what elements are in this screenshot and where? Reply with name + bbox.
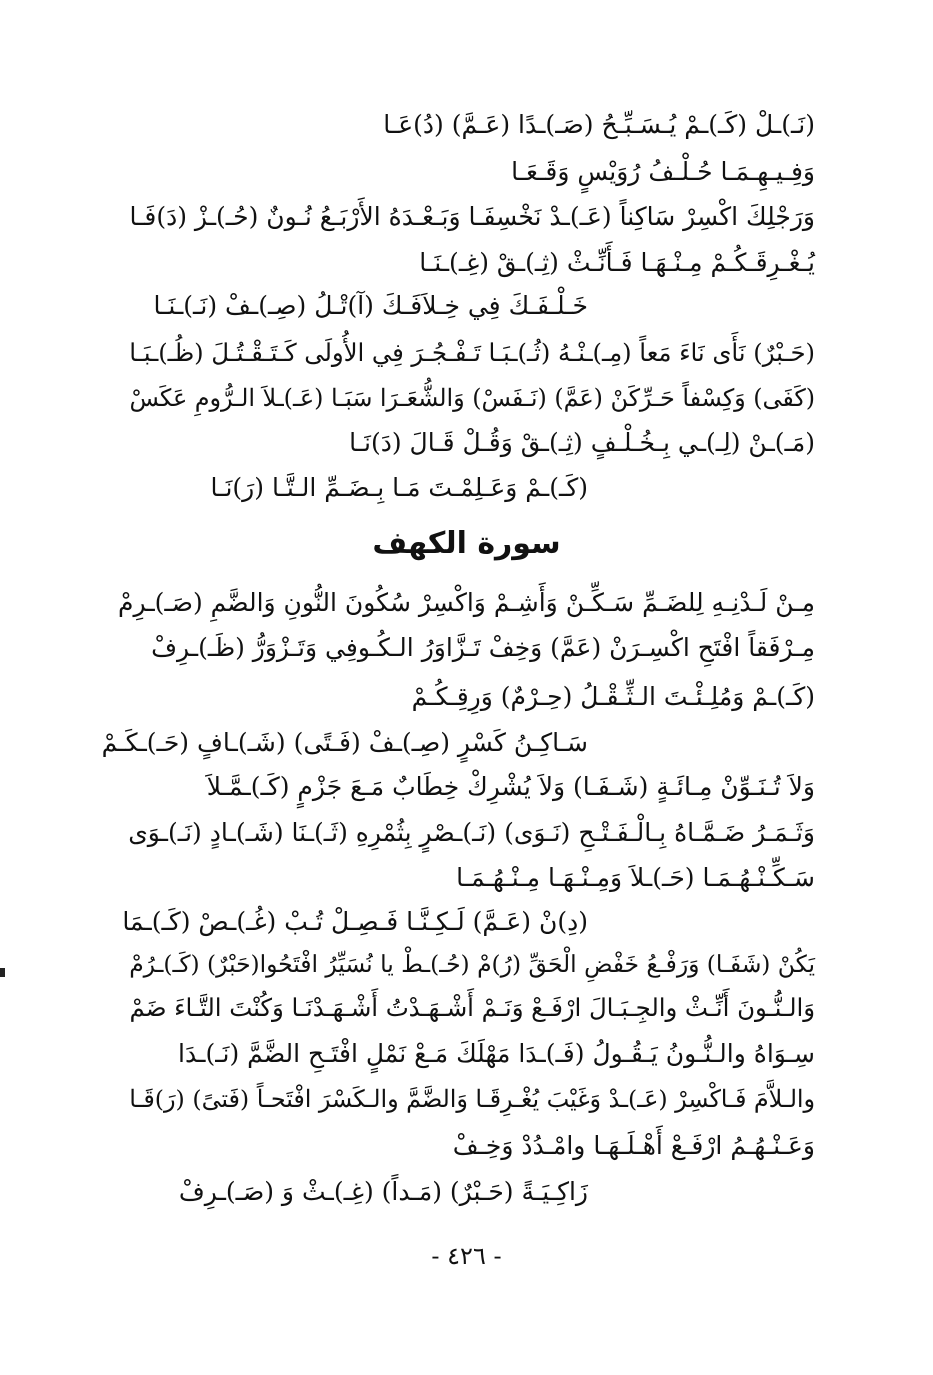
verse-text: سَـاكِـنُ كَسْرٍ (صِـ)ـفْ (فَـتًى) (شَـ)ـافٍ (حَـ)ـكَـمْ	[101, 728, 588, 757]
verse-text: (كَـ)ـمْ وَعَـلِمْـتَ مَـا بِـضَـمِّ الـتَّـا (رَ)نَـا	[210, 473, 588, 502]
verse-text: (نَـ)ـلْ (كَـ)ـمْ يُـسَـبِّـحُ (صَـ)ـدًا (عَـمَّ) (دُ)عَـا	[383, 110, 815, 139]
verse-line	[456, 858, 815, 898]
verse-line	[115, 378, 815, 418]
verse-text: زَاكِـيَـةً (حَـبْرٌ) (مَـداً) (غِـ)ـثْ وَ (صَـ)ـرِفْ	[178, 1177, 588, 1206]
verse-line	[115, 333, 815, 373]
verse-line	[419, 243, 815, 283]
verse-line	[153, 286, 588, 326]
verse-line	[115, 1079, 815, 1119]
verse-text: (كَفَى) وَكِسْفاً حَـرِّكَنْ (عَمَّ) (نَـفَسْ) وَالشُّعَـرَا سَبَـا (عَـ)ـلاَ الـرُّومِ عَكَسْ	[129, 384, 815, 412]
verse-text: وَالـنُّـونَ أَنِّـثْ والجِـبَـالَ ارْفَـعْ وَنَـمْ أَشْـهَـدْتُ أَشْـهَـدْنَـا وَكُنْتَ التَّـاءَ ضَمْ	[129, 993, 815, 1022]
verse-text: وَعَـنْـهُـمُ ارْفَـعْ أَهْـلَـهَـا وامْـدُدْ وَخِـفْ	[452, 1131, 815, 1160]
verse-line	[211, 468, 588, 508]
verse-text: وَرَجْلِكَ اكْسِرْ سَاكِناً (عَـ)ـدْ نَخْسِفَـا وَبَـعْـدَهُ الأَرْبَـعُ نُـونٌ (حُـ)ـزْ (دَ)فَـا	[129, 202, 815, 231]
verse-line	[453, 1126, 815, 1166]
verse-line	[115, 152, 815, 192]
verse-text: يَكُنْ (شَفَـا) وَرَفْـعُ خَفْضِ الْحَقِّ (رُ)مْ (حُـ)ـطْ يا نُسَيِّرُ افْتَحُوا(حَبْرٌ) (كَـ)ـرُمْ	[129, 950, 815, 978]
verse-text: سِـوَاهُ والـنُّـونُ يَـقُـولُ (فَـ)ـدَا مَهْلَكَ مَـعْ نَمْلٍ افْتَـحِ الضَّمَّ (نَـ)ـدَا	[178, 1039, 815, 1068]
verse-line	[115, 197, 815, 237]
verse-line	[115, 767, 815, 807]
verse-line	[349, 423, 815, 463]
verse-line	[179, 1172, 588, 1212]
verse-line	[115, 583, 815, 623]
verse-line	[115, 105, 815, 145]
scan-mark	[0, 968, 5, 977]
verse-line	[115, 1034, 815, 1074]
surah-title: سورة الكهف	[372, 526, 561, 561]
verse-line	[412, 677, 815, 717]
verse-text: مِـنْ لَـدْنِـهِ لِلضَـمِّ سَـكِّـنْ وَأَشِـمْ وَاكْسِرْ سُكُونَ النُّونِ وَالضَّمِ (صَـ)ـرِمْ	[118, 588, 815, 617]
verse-text: (كَـ)ـمْ وَمُلِـئْـتَ الـثِّـقْـلُ (حِـرْمٌ) وَرِقِـكُـمْ	[411, 682, 815, 711]
verse-text: يُـغْـرِقَـكُـمْ مِـنْـهَـا فَـأَنِّـثْ (ثِـ)ـقْ (غِـ)ـنَـا	[419, 248, 815, 277]
verse-text: مِـرْفَقاً افْتَحِ اكْسِـرَنْ (عَمَّ) وَخِفْ تَـزَّاوَرُ الـكُـوفِي وَتَـزْوَرُّ (ظَـ)ـرِفْ	[151, 633, 815, 662]
verse-line	[115, 628, 815, 668]
verse-text: والـلاَّمَ فَـاكْسِرْ (عَـ)ـدْ وَغَيْبَ يُغْـرِقَـا وَالضَّمَّ والـكَسْرَ افْتَحـاً (فَتىً) (رَ)قَـا	[129, 1085, 815, 1113]
verse-text: (حَـبْرٌ) نَأَى نَاءَ مَعاً (مِـ)ـنْـهُ (ثُـ)ـبَـا تَـفْـجُـرَ فِي الأُولَى كَـتَـقْـتُـلَ (ظُـ)ـبَـا	[129, 338, 815, 367]
verse-text: (مَـ)ـنْ (لِـ)ـي بِـخُـلْـفٍ (ثِـ)ـقْ وَقُـلْ قَـالَ (دَ)نَـا	[349, 428, 815, 457]
verse-line	[102, 723, 588, 763]
verse-text: خَـلْـفَـكَ فِي خِـلاَفَـكَ (آ)تْـلُ (صِـ)ـفْ (نَـ)ـنَـا	[153, 291, 588, 320]
verse-text: (دِ)نْ (عَـمَّ) لَـكِـنَّـا فَـصِـلْ تُـبْ (غُـ)ـصْ (كَـ)ـمَا	[122, 907, 588, 936]
page-number: - ٤٢٦ -	[431, 1242, 502, 1270]
verse-line	[115, 813, 815, 853]
verse-text: سَـكِّـنْـهُـمَـا (حَـ)ـلاَ وَمِـنْـهَـا مِـنْـهُـمَـا	[456, 863, 815, 892]
verse-line	[122, 902, 588, 942]
verse-line	[115, 944, 815, 984]
verse-text: وَلاَ تُـنَـوِّنْ مِـائَـةٍ (شَـفَـا) وَلاَ يُشْرِكْ خِطَابٌ مَـعَ جَزْمٍ (كَـ)ـمَّـلاَ	[206, 772, 815, 801]
verse-text: وَفِـيـهِـمَـا حُـلْـفُ رُوَيْسٍ وَقَـعَـا	[511, 157, 815, 186]
verse-line	[115, 988, 815, 1028]
verse-text: وَثَـمَـرُ ضَـمَّـاهُ بِـالْـفَـتْـحِ (نَـوَى) (نَـ)ـصْرٍ بِثُمْرِهِ (ثَـ)ـنَا (شَـ)ـادٍ (نَـ)ـوَى	[128, 818, 815, 847]
